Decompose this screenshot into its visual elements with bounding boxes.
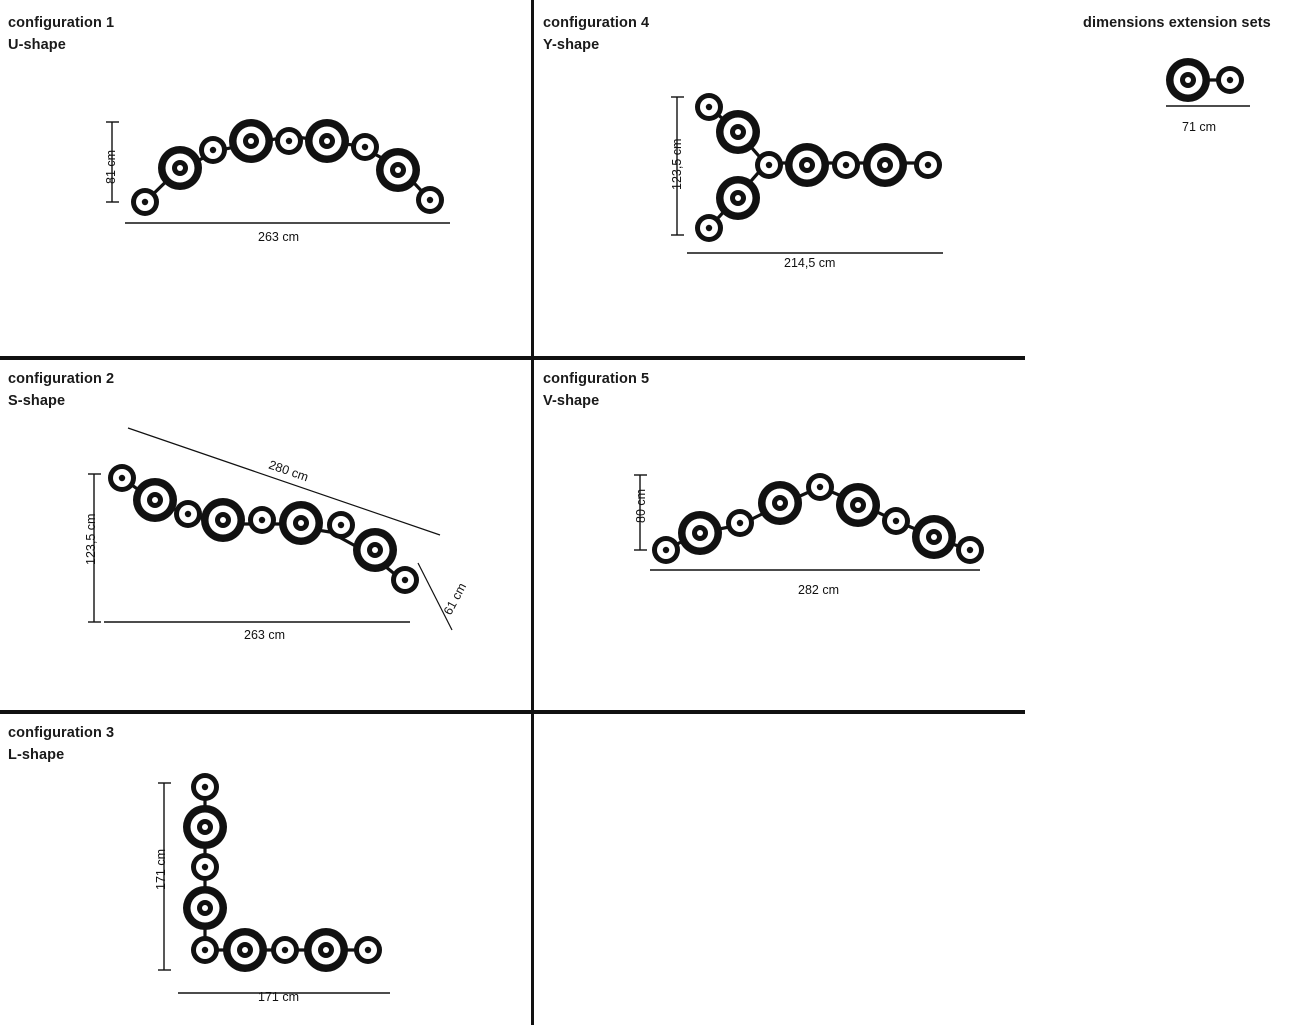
module-small (1216, 66, 1244, 94)
module-small (327, 511, 355, 539)
panel-title-line1: configuration 1 (8, 15, 115, 31)
module-small (806, 473, 834, 501)
module-small (199, 136, 227, 164)
divider-horizontal-top (0, 356, 1025, 360)
module-small (652, 536, 680, 564)
module-large (863, 143, 907, 187)
module-small (191, 773, 219, 801)
dimension-label-80cm: 80 cm (634, 488, 648, 523)
module-small (174, 500, 202, 528)
module-large (183, 805, 227, 849)
module-large (305, 119, 349, 163)
dimension-label-71cm: 71 cm (1182, 120, 1217, 134)
divider-vertical-middle (531, 0, 534, 1025)
module-large (758, 481, 802, 525)
dimension-label-123-5cm-s: 123,5 cm (84, 513, 98, 565)
module-large (353, 528, 397, 572)
panel-title-line1: configuration 3 (8, 725, 115, 741)
module-small (191, 853, 219, 881)
module-small (755, 151, 783, 179)
module-chain-extension-set (1166, 58, 1250, 106)
module-small (351, 133, 379, 161)
panel-title-configuration-5 (543, 368, 649, 413)
panel-title-configuration-1 (8, 12, 114, 57)
module-large (183, 886, 227, 930)
module-chain-configuration-5 (652, 473, 984, 564)
module-small (271, 936, 299, 964)
module-chain-configuration-3 (183, 773, 382, 972)
module-large (279, 501, 323, 545)
diagram-configuration-1 (100, 110, 480, 250)
module-large (716, 176, 760, 220)
module-small (832, 151, 860, 179)
dimension-label-171cm-h: 171 cm (258, 990, 299, 1004)
module-small (914, 151, 942, 179)
panel-title-configuration-3 (8, 722, 114, 767)
module-large (229, 119, 273, 163)
diagram-configuration-3 (150, 765, 420, 1010)
module-small (416, 186, 444, 214)
module-large (1166, 58, 1210, 102)
panel-title-line2: U-shape (8, 37, 66, 54)
panel-title-dimensions-extension-sets (1083, 12, 1271, 34)
module-small (131, 188, 159, 216)
panel-title-line2: S-shape (8, 393, 66, 410)
module-small (354, 936, 382, 964)
module-chain-configuration-4 (695, 93, 942, 242)
module-large (785, 143, 829, 187)
module-small (391, 566, 419, 594)
module-large (304, 928, 348, 972)
panel-title-configuration-2 (8, 368, 114, 413)
module-small (956, 536, 984, 564)
panel-title-line1: dimensions extension sets (1083, 15, 1271, 31)
dimension-label-263cm: 263 cm (258, 230, 299, 244)
dimension-label-81cm: 81 cm (104, 149, 118, 184)
dimension-label-171cm-v: 171 cm (154, 849, 168, 890)
diagram-configuration-4 (665, 85, 965, 265)
dimension-label-282cm: 282 cm (798, 583, 839, 597)
module-small (275, 127, 303, 155)
dimension-label-280cm: 280 cm (266, 457, 311, 485)
panel-title-line2: L-shape (8, 747, 65, 764)
module-large (678, 511, 722, 555)
module-large (836, 483, 880, 527)
dimension-label-214-5cm: 214,5 cm (784, 256, 836, 270)
divider-horizontal-bottom (0, 710, 1025, 714)
dimension-label-123-5cm-y: 123,5 cm (670, 138, 684, 190)
module-large (201, 498, 245, 542)
panel-title-configuration-4 (543, 12, 649, 57)
module-large (716, 110, 760, 154)
diagram-configuration-5 (630, 465, 1000, 585)
module-chain-configuration-1 (131, 119, 444, 216)
module-large (158, 146, 202, 190)
module-small (191, 936, 219, 964)
panel-title-line2: Y-shape (543, 37, 600, 54)
module-small (108, 464, 136, 492)
module-small (726, 509, 754, 537)
module-large (133, 478, 177, 522)
dimension-label-263cm-s: 263 cm (244, 628, 285, 642)
module-small (248, 506, 276, 534)
module-large (376, 148, 420, 192)
panel-title-line1: configuration 2 (8, 371, 115, 387)
module-small (695, 93, 723, 121)
module-large (912, 515, 956, 559)
dimension-label-61cm: 61 cm (440, 580, 470, 618)
module-small (882, 507, 910, 535)
diagram-extension-set (1160, 58, 1270, 118)
diagram-configuration-2 (80, 420, 480, 650)
module-large (223, 928, 267, 972)
panel-title-line1: configuration 5 (543, 371, 650, 387)
panel-title-line1: configuration 4 (543, 15, 650, 31)
panel-title-line2: V-shape (543, 393, 600, 410)
module-small (695, 214, 723, 242)
module-chain-configuration-2 (108, 464, 419, 594)
